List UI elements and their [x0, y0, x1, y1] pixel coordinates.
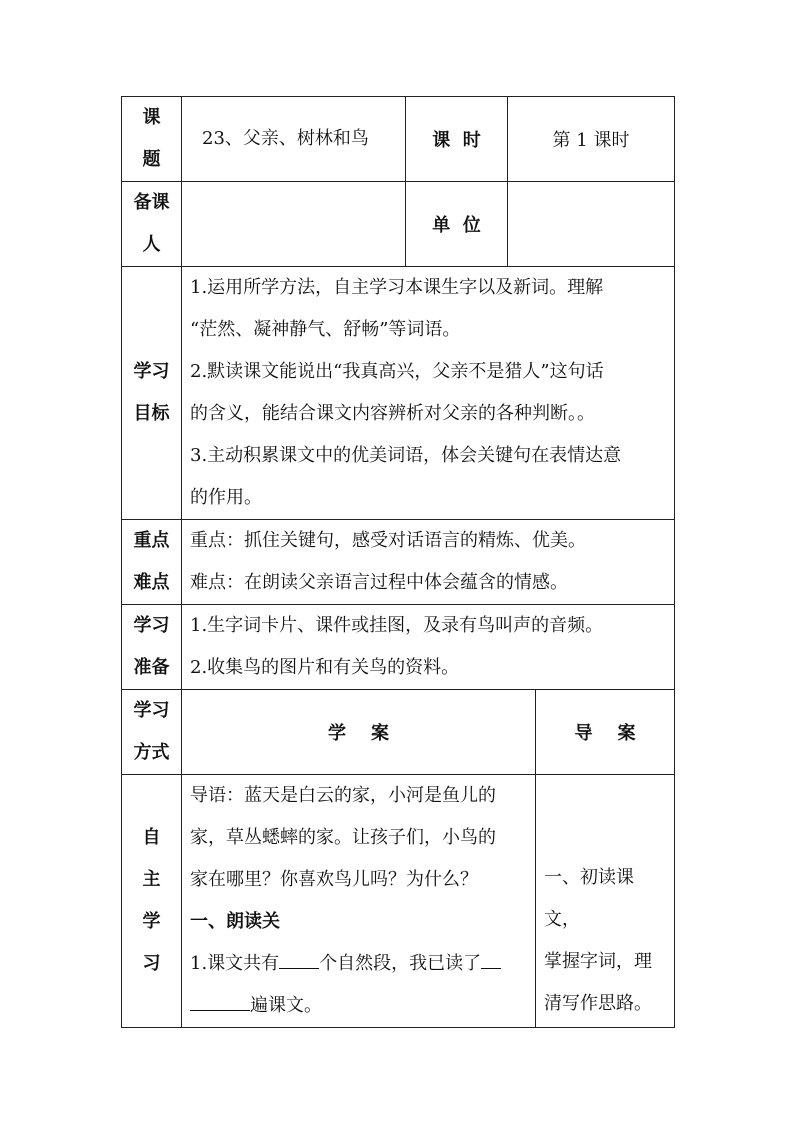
prep-label: 学习 准备	[122, 605, 182, 690]
goal-line: 1.运用所学方法，自主学习本课生字以及新词。理解	[190, 277, 604, 298]
method-label: 学习 方式	[122, 690, 182, 775]
lead-line: 家，草丛蟋蟀的家。让孩子们，小鸟的	[190, 827, 496, 848]
period-value: 第 1 课时	[508, 97, 675, 182]
unit-label: 单 位	[406, 182, 508, 267]
goals-row	[122, 267, 675, 520]
lesson-plan-table	[121, 96, 675, 1028]
self-study-content	[182, 775, 536, 1028]
prep-content	[182, 605, 675, 690]
preparer-value	[182, 182, 406, 267]
lead-line: 导语：蓝天是白云的家，小河是鱼儿的	[190, 785, 496, 806]
prep-line: 1.生字词卡片、课件或挂图，及录有鸟叫声的音频。	[190, 615, 604, 636]
keypoint-line: 重点：抓住关键句，感受对话语言的精炼、优美。	[190, 530, 586, 551]
method-row	[122, 690, 675, 775]
preparer-label: 备课 人	[122, 182, 182, 267]
topic-value: 23、父亲、树林和鸟	[182, 97, 406, 182]
lead-line: 家在哪里？你喜欢鸟儿吗？为什么？	[190, 869, 478, 890]
guide-line: 清写作思路。	[544, 993, 652, 1014]
blank-read-count-start[interactable]	[481, 948, 501, 969]
guide-line: 掌握字词，理	[544, 951, 652, 972]
goal-line: 的作用。	[190, 487, 262, 508]
guide-line: 一、初读课文，	[544, 867, 634, 930]
keypoint-line: 难点：在朗读父亲语言过程中体会蕴含的情感。	[190, 572, 568, 593]
guide-column-header: 导 案	[536, 690, 675, 775]
self-study-row	[122, 775, 675, 1028]
self-study-label: 自 主 学 习	[122, 775, 182, 1028]
prep-line: 2.收集鸟的图片和有关鸟的资料。	[190, 657, 460, 678]
prep-row	[122, 605, 675, 690]
question-1-cont: 遍课文。	[190, 985, 527, 1027]
goal-line: 3.主动积累课文中的优美词语，体会关键句在表情达意	[190, 445, 622, 466]
keypoints-label: 重点 难点	[122, 520, 182, 605]
study-column-header: 学 案	[182, 690, 536, 775]
preparer-row	[122, 182, 675, 267]
keypoints-content	[182, 520, 675, 605]
lesson-plan-document	[121, 96, 674, 1016]
question-1: 1.课文共有 个自然段，我已读了	[190, 943, 527, 985]
blank-paragraph-count[interactable]	[279, 948, 319, 969]
guide-content	[536, 775, 675, 1028]
topic-row	[122, 97, 675, 182]
topic-label: 课 题	[122, 97, 182, 182]
period-label: 课 时	[406, 97, 508, 182]
goal-line: “茫然、凝神静气、舒畅”等词语。	[190, 319, 461, 340]
blank-read-count[interactable]	[190, 990, 250, 1011]
unit-value	[508, 182, 675, 267]
goal-line: 的含义，能结合课文内容辨析对父亲的各种判断。。	[190, 403, 595, 424]
keypoints-row	[122, 520, 675, 605]
goals-label: 学习 目标	[122, 267, 182, 520]
section-title: 一、朗读关	[190, 911, 280, 932]
goal-line: 2.默读课文能说出“我真高兴，父亲不是猎人”这句话	[190, 361, 604, 382]
goals-content	[182, 267, 675, 520]
